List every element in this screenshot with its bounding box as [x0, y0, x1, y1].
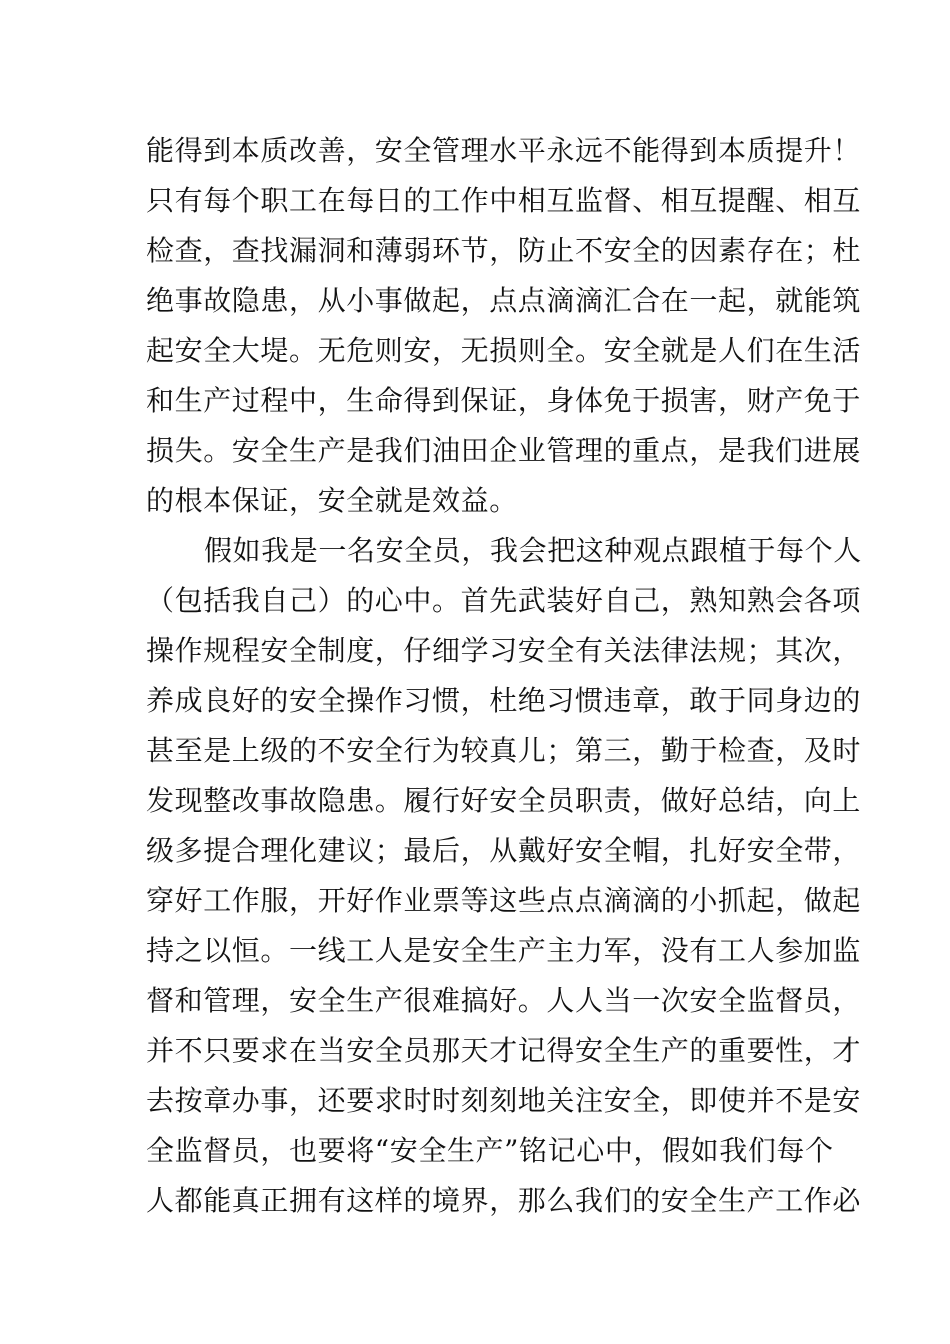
text-line: 并不只要求在当安全员那天才记得安全生产的重要性，才: [146, 1034, 862, 1067]
text-line: 的根本保证，安全就是效益。: [146, 484, 518, 517]
text-line: 检查，查找漏洞和薄弱环节，防止不安全的因素存在；杜: [146, 234, 862, 267]
text-line: 只有每个职工在每日的工作中相互监督、相互提醒、相互: [146, 184, 862, 217]
text-line: 督和管理，安全生产很难搞好。人人当一次安全监督员，: [146, 984, 862, 1017]
text-line: 持之以恒。一线工人是安全生产主力军，没有工人参加监: [146, 934, 862, 967]
text-line: 人都能真正拥有这样的境界，那么我们的安全生产工作必: [146, 1184, 862, 1217]
text-line: 操作规程安全制度，仔细学习安全有关法律法规；其次，: [146, 634, 862, 667]
text-line: 去按章办事，还要求时时刻刻地关注安全，即使并不是安: [146, 1084, 862, 1117]
paragraph-first-line: 假如我是一名安全员，我会把这种观点跟植于每个人: [204, 534, 862, 567]
text-line: （包括我自己）的心中。首先武装好自己，熟知熟会各项: [146, 584, 862, 617]
body-text: [146, 126, 862, 1226]
text-line: 级多提合理化建议；最后，从戴好安全帽，扎好安全带，: [146, 834, 862, 867]
text-line: 和生产过程中，生命得到保证，身体免于损害，财产免于: [146, 384, 862, 417]
text-line: 养成良好的安全操作习惯，杜绝习惯违章，敢于同身边的: [146, 684, 862, 717]
text-line: 全监督员，也要将“安全生产”铭记心中，假如我们每个: [146, 1134, 834, 1167]
text-line: 损失。安全生产是我们油田企业管理的重点，是我们进展: [146, 434, 862, 467]
text-line: 发现整改事故隐患。履行好安全员职责，做好总结，向上: [146, 784, 862, 817]
text-line: 穿好工作服，开好作业票等这些点点滴滴的小抓起，做起: [146, 884, 862, 917]
text-line: 能得到本质改善，安全管理水平永远不能得到本质提升！: [146, 134, 862, 167]
text-line: 甚至是上级的不安全行为较真儿；第三，勤于检查，及时: [146, 734, 862, 767]
text-line: 起安全大堤。无危则安，无损则全。安全就是人们在生活: [146, 334, 862, 367]
text-line: 绝事故隐患，从小事做起，点点滴滴汇合在一起，就能筑: [146, 284, 862, 317]
